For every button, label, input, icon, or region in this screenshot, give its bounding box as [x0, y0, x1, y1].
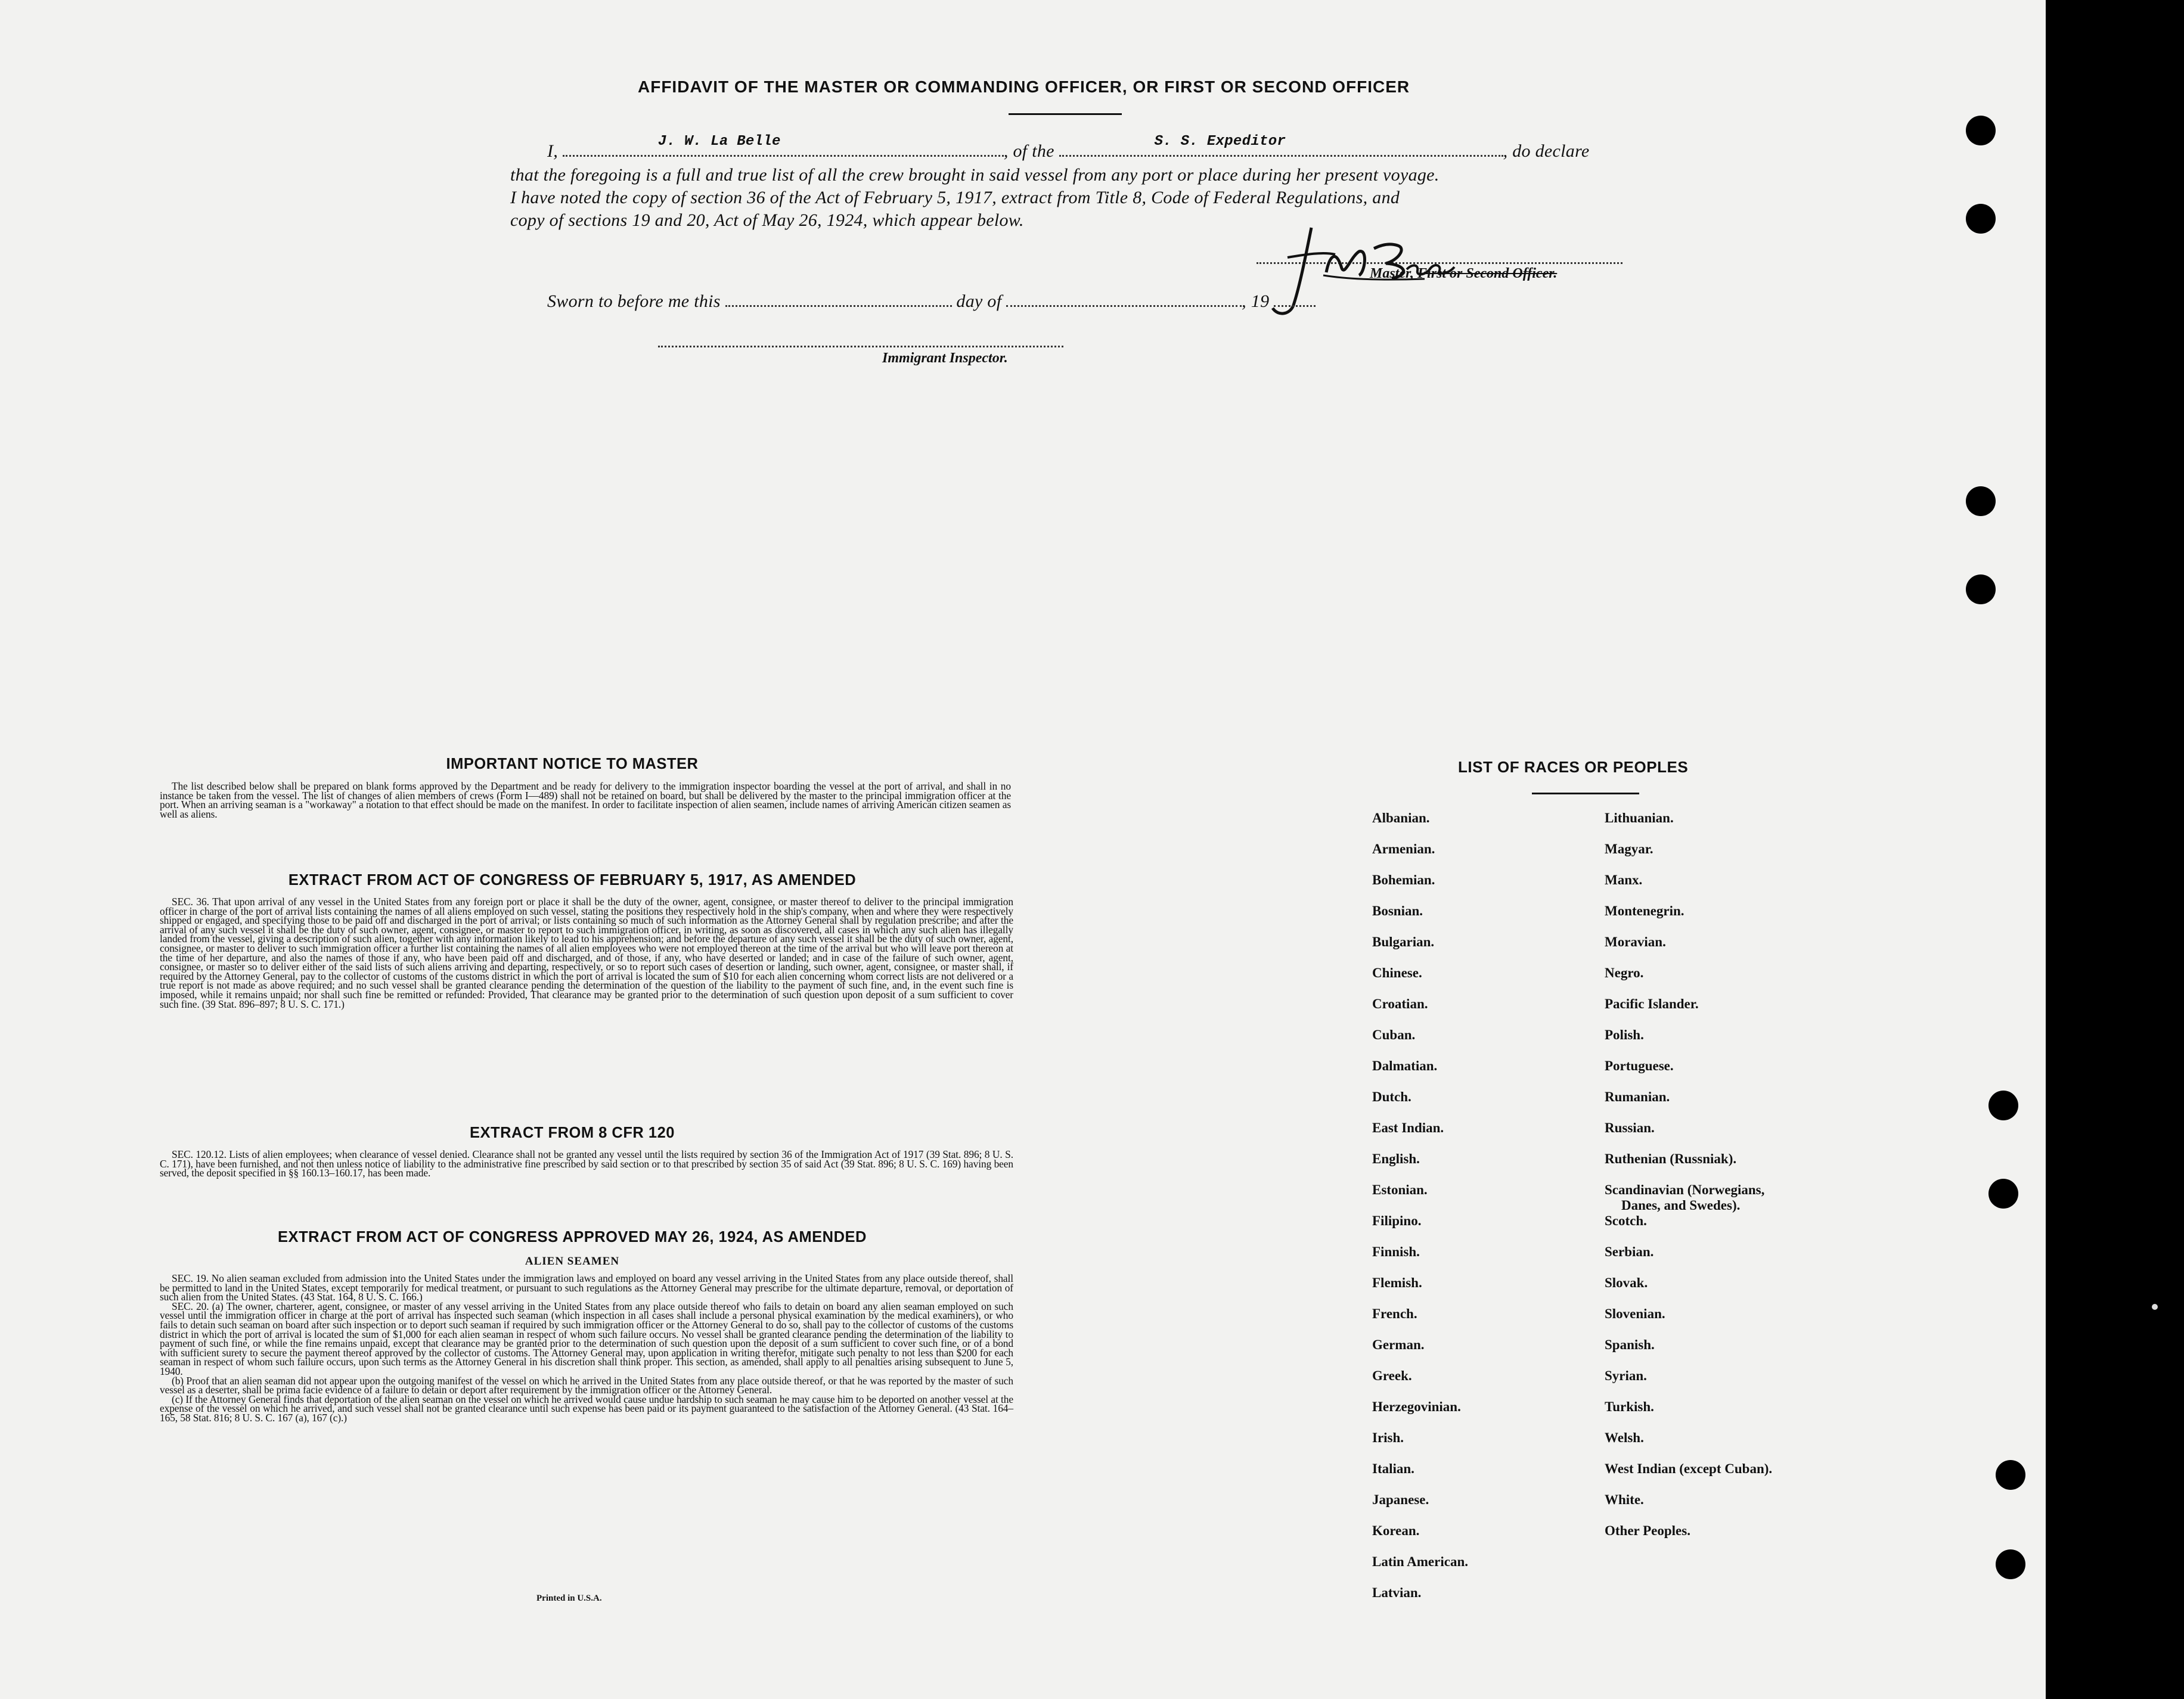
declaration-line-3: I have noted the copy of section 36 of the Act of February 5, 1917, extract from Title 8, Code of Federal Regulations, and	[510, 188, 1400, 207]
race-item: Dutch.	[1372, 1089, 1411, 1104]
scan-edge	[2046, 0, 2184, 1699]
declaration-line-2: that the foregoing is a full and true list of all the crew brought in said vessel from any port or place during her present voyage.	[510, 165, 1440, 185]
punch-hole	[1996, 1549, 2025, 1579]
race-item: Bosnian.	[1372, 903, 1423, 918]
section-20c-paragraph: (c) If the Attorney General finds that deportation of the alien seaman on the vessel on which he arrived would cause undue hardship to such seaman he may cause him to be deported on another vessel at the expense of the vessel on which he arrived, and such vessel shall not be granted clearance until such expense has been paid or its payment guaranteed to the satisfaction of the Attorney General. (43 Stat. 164–165, 58 Stat. 816; 8 U. S. C. 167 (a), 167 (c).)	[160, 1393, 1013, 1424]
race-item: Filipino.	[1372, 1213, 1422, 1228]
declaration-line-4: copy of sections 19 and 20, Act of May 26, 1924, which appear below.	[510, 210, 1024, 230]
punch-hole	[1966, 486, 1996, 516]
race-item: Montenegrin.	[1605, 903, 1684, 918]
printed-in-usa: Printed in U.S.A.	[536, 1594, 602, 1603]
race-item: Negro.	[1605, 965, 1644, 980]
notice-title: IMPORTANT NOTICE TO MASTER	[446, 756, 699, 772]
race-item: Chinese.	[1372, 965, 1422, 980]
declaration-line-1	[547, 133, 1626, 163]
race-item: Scandinavian (Norwegians,	[1605, 1182, 1765, 1197]
race-item: Croatian.	[1372, 996, 1428, 1011]
race-item: Italian.	[1372, 1461, 1414, 1476]
punch-hole	[1966, 116, 1996, 145]
race-item: Spanish.	[1605, 1337, 1655, 1352]
race-item: French.	[1372, 1306, 1417, 1321]
race-item: West Indian (except Cuban).	[1605, 1461, 1773, 1476]
punch-hole	[1966, 204, 1996, 234]
race-item: Moravian.	[1605, 934, 1666, 949]
race-item: Japanese.	[1372, 1492, 1429, 1507]
races-title: LIST OF RACES OR PEOPLES	[1458, 758, 1689, 776]
race-item: White.	[1605, 1492, 1644, 1507]
race-item: Pacific Islander.	[1605, 996, 1699, 1011]
race-item: Estonian.	[1372, 1182, 1428, 1197]
race-item: Welsh.	[1605, 1430, 1644, 1445]
race-item: Turkish.	[1605, 1399, 1654, 1414]
master-name-field	[563, 133, 1004, 157]
race-item: Magyar.	[1605, 841, 1653, 856]
notice-text	[160, 782, 1011, 819]
races-title-rule	[1532, 793, 1639, 794]
race-item: Ruthenian (Russniak).	[1605, 1151, 1737, 1166]
extract-1924-text	[160, 1274, 1013, 1423]
race-item: Portuguese.	[1605, 1058, 1674, 1073]
sworn-day-label: day of	[956, 291, 1002, 311]
notice-paragraph: The list described below shall be prepared on blank forms approved by the Department and be ready for delivery to the immigration inspector boarding the vessel at the port of arrival, and shall in no instance be taken from the vessel. The list of changes of alien members of crews (Form I—489) shall not be retained on board, but shall be delivered by the master to the principal immigration officer at the port. When an arriving seaman is a "workaway" a notation to that effect should be made on the manifest. In order to facilitate inspection of alien seamen, include names of arriving American citizen seamen as well as aliens.	[160, 780, 1011, 820]
race-item: Korean.	[1372, 1523, 1420, 1538]
title-rule	[1009, 113, 1122, 115]
declaration-prefix: I,	[547, 141, 559, 161]
punch-hole	[1988, 1179, 2018, 1209]
extract-cfr-text	[160, 1150, 1013, 1178]
race-item: Danes, and Swedes).	[1621, 1198, 1741, 1213]
race-item: Armenian.	[1372, 841, 1435, 856]
punch-hole	[1966, 574, 1996, 604]
inspector-label: Immigrant Inspector.	[882, 350, 1008, 366]
extract-cfr-title: EXTRACT FROM 8 CFR 120	[470, 1125, 675, 1141]
sworn-prefix: Sworn to before me this	[547, 291, 721, 311]
signature-role	[1370, 266, 1557, 282]
race-item: Rumanian.	[1605, 1089, 1670, 1104]
race-item: Russian.	[1605, 1120, 1655, 1135]
section-19-paragraph: SEC. 19. No alien seaman excluded from admission into the United States under the immigration laws and employed on board any vessel arriving in the United States from any place outside thereof, shall be permitted to land in the United States, except temporarily for medical treatment, or pursuant to such regulations as the Attorney General may prescribe for the ultimate departure, removal, or deportation of such alien from the United States. (43 Stat. 164, 8 U. S. C. 166.)	[160, 1272, 1013, 1303]
race-item: Manx.	[1605, 872, 1643, 887]
section-120-12-paragraph: SEC. 120.12. Lists of alien employees; when clearance of vessel denied. Clearance shall not be granted any vessel until the lists required by section 36 of the Immigration Act of 1917 (39 Stat. 896; 8 U. S. C. 171), have been furnished, and not then unless notice of liability to the administrative fine prescribed by said section or to that prescribed by section 35 of said Act (39 Stat. 896; 8 U. S. C. 169) having been served, the deposit specified in §§ 160.13–160.17, has been made.	[160, 1148, 1013, 1179]
punch-hole	[1988, 1091, 2018, 1120]
race-item: German.	[1372, 1337, 1425, 1352]
race-item: Herzegovinian.	[1372, 1399, 1461, 1414]
race-item: Bulgarian.	[1372, 934, 1435, 949]
race-item: Greek.	[1372, 1368, 1412, 1383]
race-item: English.	[1372, 1151, 1420, 1166]
section-20a-paragraph: SEC. 20. (a) The owner, charterer, agent, consignee, or master of any vessel arriving in the United States from any place outside thereof who fails to detain on board any alien seaman employed on such vessel until the immigration officer in charge at the port of arrival has inspected such seaman (which inspection in all cases shall include a personal physical examination by the medical examiners), or who fails to detain such seaman on board after such inspection or to deport such seaman if required by such immigration officer or the Attorney General to do so, shall pay to the collector of customs of the customs district in which the port of arrival is located the sum of $1,000 for each alien seaman in respect of whom such failure occurs. No vessel shall be granted clearance pending the determination of the liability to payment of such fine, or while the fine remains unpaid, except that clearance may be granted prior to the determination of such question upon the deposit of a sum sufficient to cover such fine, or of a bond with sufficient surety to secure the payment thereof approved by the collector of customs. The Attorney General may, upon application in writing therefor, mitigate such penalty to not less than $200 for each seaman in respect of whom such failure occurs, upon such terms as the Attorney General in his discretion shall think proper. This section, as amended, shall apply to all penalties arising subsequent to June 5, 1940.	[160, 1300, 1013, 1377]
race-item: Latvian.	[1372, 1585, 1422, 1600]
race-item: Bohemian.	[1372, 872, 1435, 887]
sworn-year-label: , 19	[1242, 291, 1270, 311]
race-item: Dalmatian.	[1372, 1058, 1438, 1073]
alien-seamen-subtitle: ALIEN SEAMEN	[525, 1255, 620, 1268]
race-item: Scotch.	[1605, 1213, 1647, 1228]
race-item: Albanian.	[1372, 810, 1430, 825]
sworn-line	[547, 290, 1316, 313]
inspector-signature-line	[658, 346, 1063, 347]
race-item: Syrian.	[1605, 1368, 1647, 1383]
race-item: Irish.	[1372, 1430, 1404, 1445]
master-name-value: J. W. La Belle	[657, 133, 781, 150]
race-item: Slovak.	[1605, 1275, 1648, 1290]
race-item: Serbian.	[1605, 1244, 1654, 1259]
race-item: Lithuanian.	[1605, 810, 1674, 825]
race-item: East Indian.	[1372, 1120, 1444, 1135]
punch-hole	[1996, 1460, 2025, 1490]
races-column-left	[1372, 810, 1587, 1609]
sworn-year-field	[1274, 290, 1316, 307]
extract-1924-title: EXTRACT FROM ACT OF CONGRESS APPROVED MAY 26, 1924, AS AMENDED	[278, 1229, 867, 1245]
sworn-day-field	[725, 290, 952, 307]
dust-speck	[2152, 1304, 2158, 1310]
races-column-right	[1605, 810, 1867, 1609]
role-master: Master,	[1370, 266, 1414, 281]
race-item: Finnish.	[1372, 1244, 1420, 1259]
vessel-name-value: S. S. Expeditor	[1154, 133, 1286, 150]
declaration-suffix: , do declare	[1503, 141, 1590, 161]
role-struck-officer: First or Second Officer.	[1417, 266, 1558, 281]
section-20b-paragraph: (b) Proof that an alien seaman did not appear upon the outgoing manifest of the vessel on which he arrived in the United States from any place outside thereof, or that he was reported by the master of such vessel as a deserter, shall be prima facie evidence of a failure to detain or deport after requirement by the immigration officer or the Attorney General.	[160, 1374, 1013, 1396]
race-item: Other Peoples.	[1605, 1523, 1690, 1538]
sworn-month-field	[1006, 290, 1242, 307]
vessel-name-field	[1059, 133, 1503, 157]
race-item: Latin American.	[1372, 1554, 1468, 1569]
declaration-of-the: , of the	[1003, 141, 1054, 161]
section-36-paragraph: SEC. 36. That upon arrival of any vessel in the United States from any foreign port or place it shall be the duty of the owner, agent, consignee, or master thereof to deliver to the principal immigration officer in charge of the port of arrival lists containing the names of all aliens employed on such vessel, stating the positions they respectively hold in the ship's company, when and where they were respectively shipped or engaged, and specifying those to be paid off and discharged in the port of arrival; or lists containing so much of such information as the Attorney General shall by regulation prescribe; and after the arrival of any such vessel it shall be the duty of such owner, agent, consignee, or master to report to such immigration officer, in writing, as soon as discovered, all cases in which any such alien has illegally landed from the vessel, giving a description of such alien, together with any information likely to lead to his apprehension; and before the departure of any such vessel it shall be the duty of such owner, agent, consignee, or master to deliver to such immigration officer a further list containing the names of all alien employees who were not employed thereon at the time of the arrival but who will leave port thereon at the time of her departure, and also the names of those if any, who have been paid off and discharged, and of those, if any, who have deserted or landed; and in case of the failure of such owner, agent, consignee, or master so to deliver either of the said lists of such aliens arriving and departing, respectively, or so to report such cases of desertion or landing, such owner, agent, consignee, or master shall, if required by the Attorney General, pay to the collector of customs of the customs district in which the port of arrival is located the sum of $10 for each alien concerning whom correct lists are not delivered or a true report is not made as above required; and no such vessel shall be granted clearance pending the determination of the question of the liability to the payment of such fine, and, in the event such fine is imposed, while it remains unpaid; nor shall such fine be remitted or refunded: Provided, That clearance may be granted prior to the determination of such question upon deposit of a sum sufficient to cover such fine. (39 Stat. 896–897; 8 U. S. C. 171.)	[160, 896, 1013, 1010]
extract-1917-title: EXTRACT FROM ACT OF CONGRESS OF FEBRUARY 5, 1917, AS AMENDED	[288, 872, 857, 889]
affidavit-title: AFFIDAVIT OF THE MASTER OR COMMANDING OFFICER, OR FIRST OR SECOND OFFICER	[638, 77, 1410, 96]
extract-1917-text	[160, 897, 1013, 1009]
race-item: Polish.	[1605, 1027, 1644, 1042]
race-item: Flemish.	[1372, 1275, 1422, 1290]
race-item: Slovenian.	[1605, 1306, 1665, 1321]
race-item: Cuban.	[1372, 1027, 1416, 1042]
